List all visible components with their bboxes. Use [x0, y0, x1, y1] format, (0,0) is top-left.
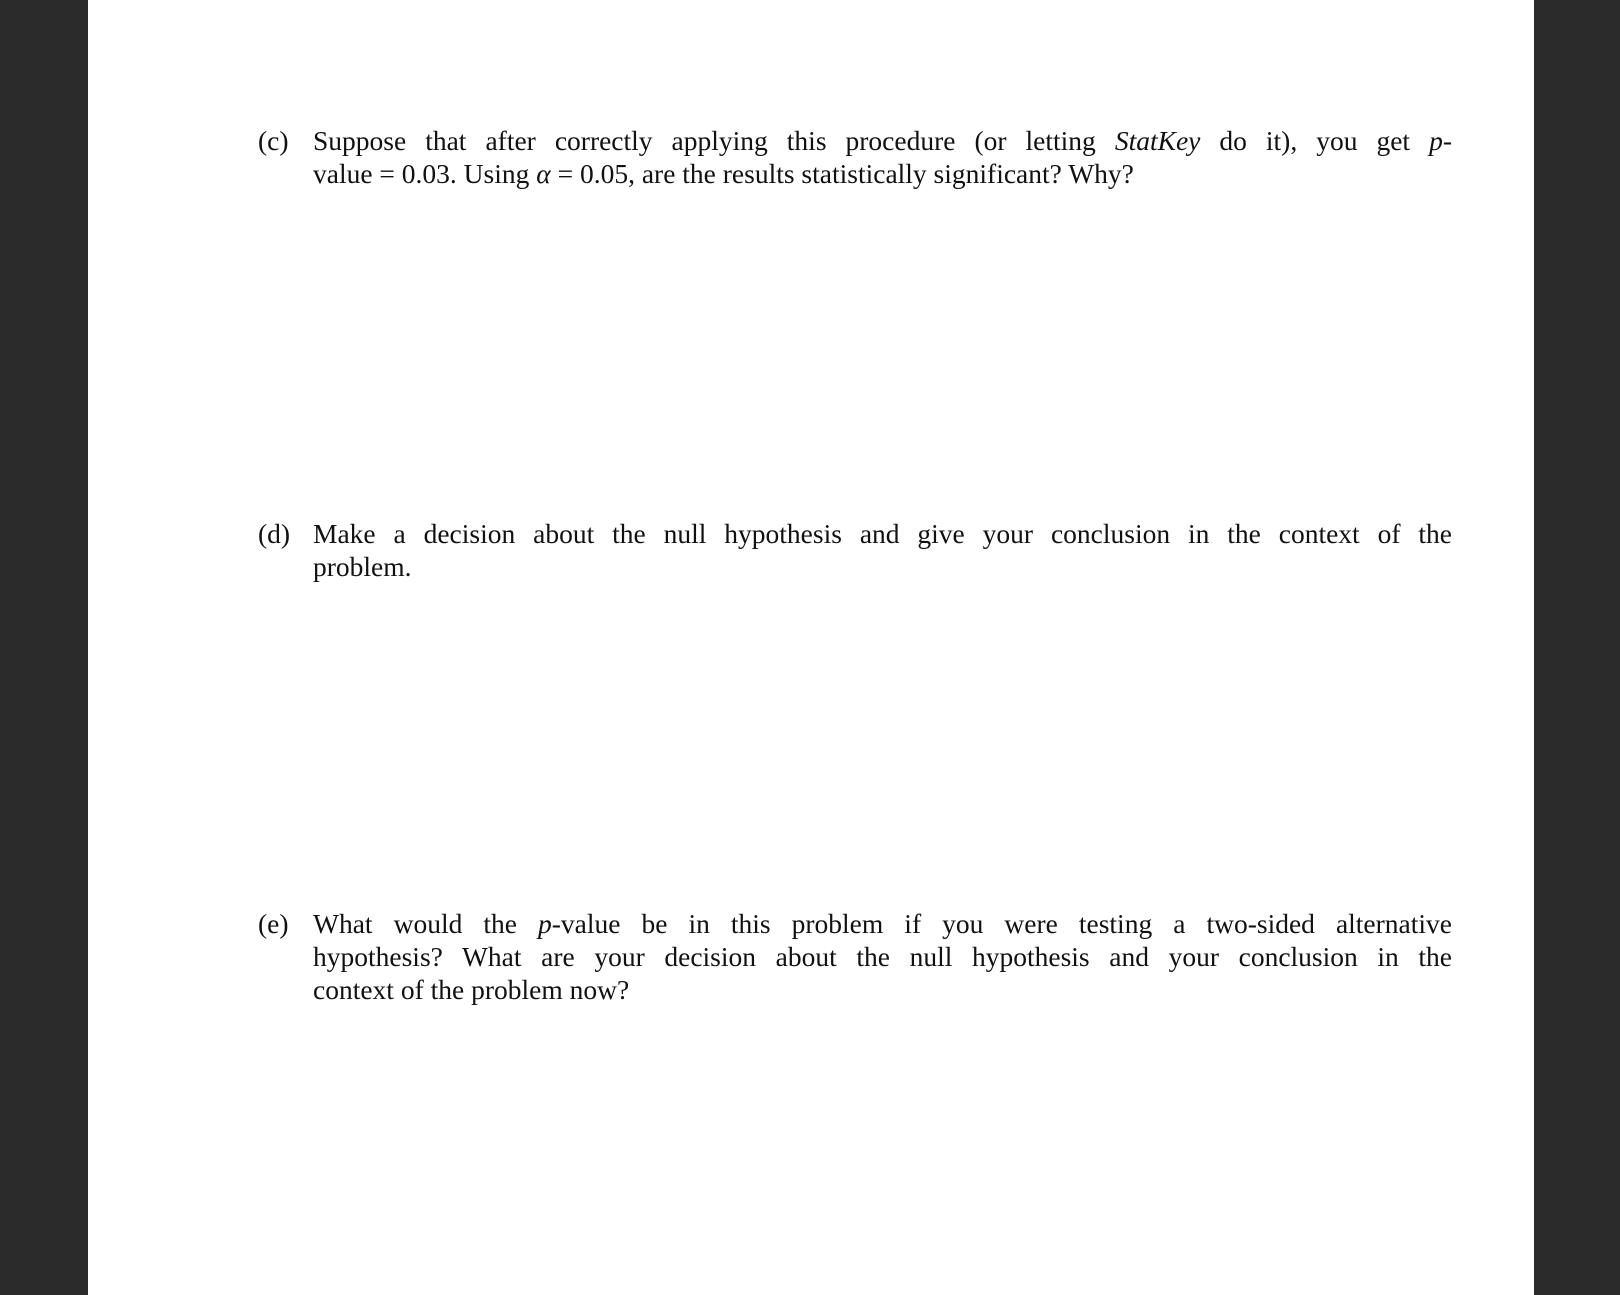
question-line: hypothesis? What are your decision about the null hypothesis and your conclusion in the [313, 941, 1452, 972]
text-run: = 0.05, are the results statistically significant? Why? [550, 158, 1134, 189]
question-c [258, 124, 1452, 190]
alpha-symbol: α [536, 158, 551, 189]
text-run: Suppose that after correctly applying this procedure (or letting [313, 125, 1115, 156]
question-line: Make a decision about the null hypothesis and give your conclusion in the context of the [313, 518, 1452, 549]
question-line: context of the problem now? [313, 974, 630, 1005]
question-text [313, 517, 1452, 583]
text-run: What would the [313, 908, 538, 939]
question-d [258, 517, 1452, 583]
question-e [258, 907, 1452, 1006]
question-label: (e) [258, 908, 289, 939]
question-line [313, 157, 1452, 190]
p-symbol: p [537, 908, 552, 939]
text-run: do it), you get [1200, 125, 1430, 156]
document-page [88, 0, 1534, 1295]
text-run: - [1442, 125, 1452, 156]
statkey-term: StatKey [1114, 125, 1201, 156]
text-run: value = 0.03. Using [313, 158, 537, 189]
question-line [313, 124, 1452, 157]
text-run: -value be in this problem if you were testing a two-sided alternative [551, 908, 1452, 939]
p-symbol: p [1429, 125, 1443, 156]
question-text [313, 124, 1452, 190]
question-label: (c) [258, 125, 289, 156]
question-line: problem. [313, 551, 412, 582]
question-label: (d) [258, 518, 291, 549]
question-text [313, 907, 1452, 1006]
question-line [313, 907, 1452, 940]
